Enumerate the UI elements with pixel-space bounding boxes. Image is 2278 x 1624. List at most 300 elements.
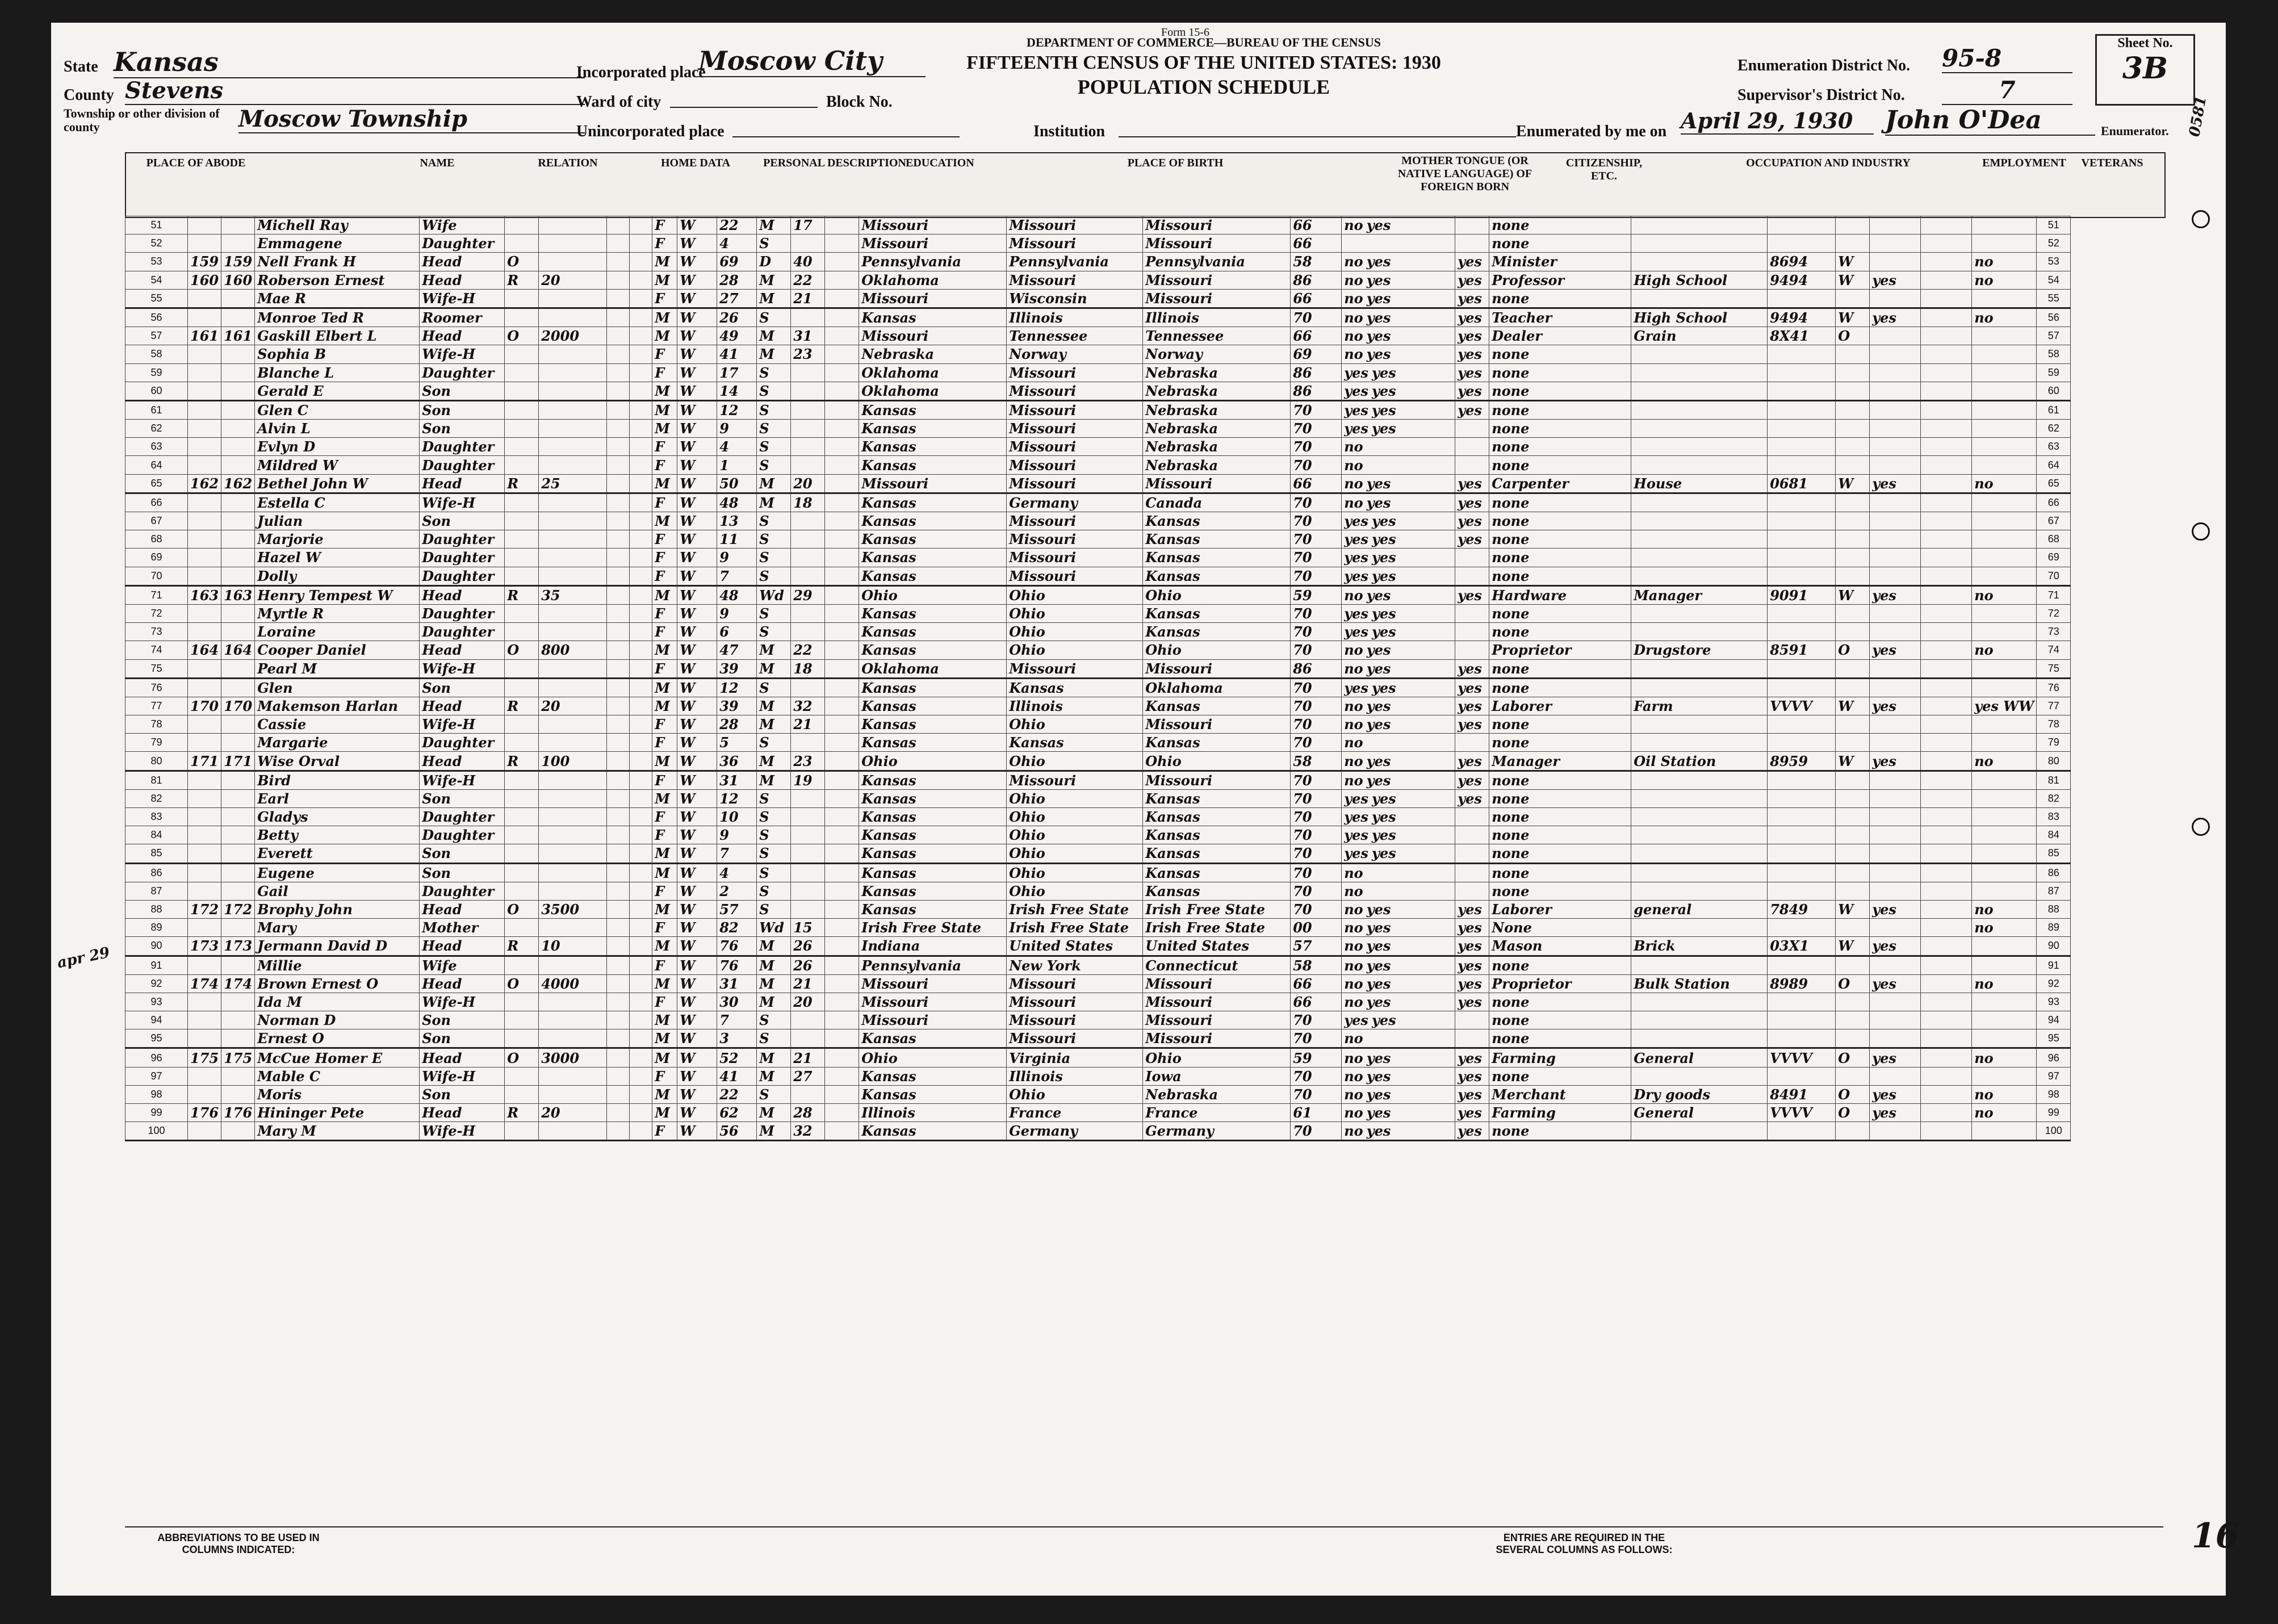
mother-birthplace: Irish Free State (1143, 919, 1291, 937)
relation: Mother (420, 919, 505, 937)
family-number (221, 863, 255, 882)
person-name: Myrtle R (255, 604, 420, 622)
table-cell (1342, 1067, 1455, 1085)
employed (1870, 549, 1921, 567)
father-birthplace: Missouri (1007, 420, 1143, 438)
veteran (1972, 1011, 2037, 1029)
table-cell (825, 789, 859, 807)
table-cell (1342, 512, 1455, 530)
industry: Grain (1631, 327, 1768, 345)
industry (1631, 1011, 1768, 1029)
table-cell (630, 1067, 652, 1085)
race: W (677, 1011, 717, 1029)
veteran (1972, 1122, 2037, 1141)
left-line-number: 73 (125, 623, 188, 641)
age: 4 (717, 863, 757, 882)
industry (1631, 919, 1768, 937)
veteran (1972, 826, 2037, 844)
sex: M (652, 327, 677, 345)
age: 4 (717, 438, 757, 456)
home-tenure (505, 826, 539, 844)
home-tenure: R (505, 1104, 539, 1122)
attended-school: yes (1344, 827, 1368, 844)
mother-birthplace: Kansas (1143, 623, 1291, 641)
birthplace: Kansas (859, 1122, 1007, 1141)
table-cell (607, 308, 630, 327)
speaks-english (1455, 734, 1489, 752)
age: 14 (717, 382, 757, 400)
dwelling-number (188, 456, 221, 474)
industry: general (1631, 900, 1768, 918)
table-cell (1342, 956, 1455, 974)
home-value (539, 253, 607, 271)
table-cell (1921, 400, 1972, 419)
age-at-marriage (791, 1085, 825, 1103)
father-birthplace: Ohio (1007, 844, 1143, 863)
family-number (221, 623, 255, 641)
home-tenure (505, 789, 539, 807)
occupation: Carpenter (1489, 474, 1631, 493)
birthplace: Missouri (859, 327, 1007, 345)
father-birthplace: Missouri (1007, 363, 1143, 382)
table-cell (630, 438, 652, 456)
table-cell (1921, 549, 1972, 567)
family-number (221, 789, 255, 807)
speaks-english (1455, 235, 1489, 253)
mother-birthplace: Canada (1143, 493, 1291, 512)
age-at-marriage (791, 734, 825, 752)
entries-title: ENTRIES ARE REQUIRED IN THE SEVERAL COLUMNS AS FOLLOWS: (1496, 1532, 1673, 1555)
speaks-english (1455, 882, 1489, 900)
employed (1870, 604, 1921, 622)
employed (1870, 420, 1921, 438)
table-cell (1921, 697, 1972, 715)
left-line-number: 86 (125, 863, 188, 882)
table-cell (1921, 623, 1972, 641)
employed (1870, 216, 1921, 235)
left-line-number: 97 (125, 1067, 188, 1085)
table-cell (1342, 937, 1455, 956)
marital-status: M (757, 752, 791, 771)
race: W (677, 715, 717, 734)
language-code: 70 (1291, 641, 1342, 659)
class-of-worker (1836, 530, 1870, 549)
table-cell (1921, 493, 1972, 512)
industry (1631, 400, 1768, 419)
sex: F (652, 919, 677, 937)
can-read-write: yes (1371, 513, 1396, 530)
left-line-number: 64 (125, 456, 188, 474)
family-number (221, 771, 255, 789)
race: W (677, 734, 717, 752)
left-line-number: 94 (125, 1011, 188, 1029)
can-read-write: yes (1371, 809, 1396, 826)
table-cell (607, 363, 630, 382)
table-cell (1342, 919, 1455, 937)
mother-birthplace: United States (1143, 937, 1291, 956)
relation: Wife-H (420, 345, 505, 363)
language-code: 70 (1291, 789, 1342, 807)
speaks-english: yes (1455, 493, 1489, 512)
race: W (677, 808, 717, 826)
mother-birthplace: Ohio (1143, 641, 1291, 659)
language-code: 66 (1291, 289, 1342, 308)
attended-school: no (1344, 346, 1363, 363)
table-row (125, 863, 2071, 882)
mother-birthplace: Kansas (1143, 734, 1291, 752)
race: W (677, 956, 717, 974)
binding-hole-top (2192, 210, 2210, 228)
table-cell (1342, 585, 1455, 604)
dwelling-number: 163 (188, 585, 221, 604)
father-birthplace: Missouri (1007, 474, 1143, 493)
table-cell (825, 585, 859, 604)
language-code: 66 (1291, 235, 1342, 253)
class-of-worker (1836, 289, 1870, 308)
birthplace: Kansas (859, 734, 1007, 752)
table-row (125, 641, 2071, 659)
father-birthplace: Missouri (1007, 567, 1143, 585)
can-read-write: yes (1366, 642, 1391, 659)
table-cell (1921, 937, 1972, 956)
enumerated-label: Enumerated by me on (1516, 123, 1667, 140)
race: W (677, 512, 717, 530)
class-of-worker (1836, 345, 1870, 363)
veteran (1972, 512, 2037, 530)
sex: F (652, 604, 677, 622)
dwelling-number (188, 956, 221, 974)
mother-birthplace: Ohio (1143, 752, 1291, 771)
table-cell (607, 844, 630, 863)
person-name: Dolly (255, 567, 420, 585)
class-of-worker: W (1836, 308, 1870, 327)
occupation: none (1489, 567, 1631, 585)
table-cell (1921, 826, 1972, 844)
mother-birthplace: Kansas (1143, 697, 1291, 715)
table-cell (630, 993, 652, 1011)
left-line-number: 61 (125, 400, 188, 419)
home-value (539, 493, 607, 512)
table-cell (1921, 308, 1972, 327)
birthplace: Missouri (859, 216, 1007, 235)
employed (1870, 826, 1921, 844)
left-line-number: 87 (125, 882, 188, 900)
dwelling-number (188, 567, 221, 585)
left-line-number: 68 (125, 530, 188, 549)
left-line-number: 65 (125, 474, 188, 493)
can-read-write: yes (1366, 993, 1391, 1010)
family-number: 162 (221, 474, 255, 493)
class-of-worker (1836, 400, 1870, 419)
table-cell (630, 808, 652, 826)
table-cell (607, 956, 630, 974)
sex: F (652, 216, 677, 235)
marital-status: M (757, 1048, 791, 1067)
age-at-marriage (791, 549, 825, 567)
industry (1631, 863, 1768, 882)
birthplace: Kansas (859, 420, 1007, 438)
relation: Head (420, 641, 505, 659)
occupation: Laborer (1489, 900, 1631, 918)
table-cell (1342, 863, 1455, 882)
home-value (539, 808, 607, 826)
table-cell (607, 863, 630, 882)
attended-school: no (1344, 271, 1363, 288)
employed: yes (1870, 641, 1921, 659)
birthplace: Kansas (859, 438, 1007, 456)
mother-birthplace: Missouri (1143, 1029, 1291, 1048)
table-cell (1342, 641, 1455, 659)
veteran: no (1972, 641, 2037, 659)
table-cell (1342, 808, 1455, 826)
table-cell (1921, 771, 1972, 789)
birthplace: Ohio (859, 1048, 1007, 1067)
home-value (539, 1029, 607, 1048)
employed: yes (1870, 1048, 1921, 1067)
employed: yes (1870, 752, 1921, 771)
age: 57 (717, 900, 757, 918)
left-line-number: 79 (125, 734, 188, 752)
table-cell (1342, 1122, 1455, 1141)
group-employment: EMPLOYMENT (1982, 157, 2066, 169)
race: W (677, 919, 717, 937)
home-tenure: O (505, 253, 539, 271)
employed (1870, 235, 1921, 253)
marital-status: S (757, 438, 791, 456)
sheet-box (2095, 34, 2195, 106)
dwelling-number (188, 1029, 221, 1048)
mother-birthplace: Connecticut (1143, 956, 1291, 974)
dwelling-number (188, 844, 221, 863)
dwelling-number (188, 659, 221, 678)
table-cell (1921, 882, 1972, 900)
industry (1631, 882, 1768, 900)
occupation: none (1489, 826, 1631, 844)
family-number (221, 1029, 255, 1048)
occupation-code (1768, 715, 1836, 734)
veteran (1972, 235, 2037, 253)
occupation: none (1489, 400, 1631, 419)
occupation: Dealer (1489, 327, 1631, 345)
state-label: State (64, 58, 98, 76)
age-at-marriage (791, 530, 825, 549)
table-cell (607, 1067, 630, 1085)
line-number: 97 (2037, 1067, 2071, 1085)
table-cell (1921, 808, 1972, 826)
occupation-code (1768, 1122, 1836, 1141)
table-row (125, 919, 2071, 937)
family-number (221, 882, 255, 900)
table-cell (607, 585, 630, 604)
relation: Wife-H (420, 289, 505, 308)
veteran: no (1972, 585, 2037, 604)
industry: General (1631, 1104, 1768, 1122)
table-cell (630, 216, 652, 235)
dwelling-number (188, 919, 221, 937)
speaks-english (1455, 1029, 1489, 1048)
language-code: 70 (1291, 456, 1342, 474)
family-number (221, 512, 255, 530)
can-read-write: yes (1366, 253, 1391, 270)
person-name: Mable C (255, 1067, 420, 1085)
table-cell (607, 974, 630, 993)
class-of-worker (1836, 235, 1870, 253)
age-at-marriage: 20 (791, 993, 825, 1011)
age-at-marriage: 32 (791, 1122, 825, 1141)
group-occupation: OCCUPATION AND INDUSTRY (1746, 157, 1911, 169)
left-line-number: 84 (125, 826, 188, 844)
class-of-worker (1836, 659, 1870, 678)
table-row (125, 808, 2071, 826)
attended-school: no (1344, 697, 1363, 714)
mother-birthplace: Kansas (1143, 512, 1291, 530)
occupation-code (1768, 771, 1836, 789)
occupation: Hardware (1489, 585, 1631, 604)
table-cell (1921, 474, 1972, 493)
person-name: Nell Frank H (255, 253, 420, 271)
age: 10 (717, 808, 757, 826)
sex: F (652, 493, 677, 512)
mother-birthplace: Ohio (1143, 1048, 1291, 1067)
table-cell (825, 1029, 859, 1048)
race: W (677, 974, 717, 993)
dwelling-number: 174 (188, 974, 221, 993)
left-line-number: 70 (125, 567, 188, 585)
attended-school: no (1344, 772, 1363, 789)
table-cell (1921, 271, 1972, 289)
occupation: none (1489, 549, 1631, 567)
home-tenure: O (505, 327, 539, 345)
speaks-english (1455, 1011, 1489, 1029)
home-tenure (505, 1122, 539, 1141)
sex: F (652, 993, 677, 1011)
line-number: 74 (2037, 641, 2071, 659)
relation: Son (420, 420, 505, 438)
can-read-write: yes (1366, 937, 1391, 955)
mother-birthplace: Missouri (1143, 235, 1291, 253)
sex: M (652, 789, 677, 807)
left-line-number: 51 (125, 216, 188, 235)
attended-school: no (1344, 642, 1363, 659)
family-number (221, 734, 255, 752)
speaks-english (1455, 808, 1489, 826)
sex: F (652, 1067, 677, 1085)
relation: Wife-H (420, 993, 505, 1011)
home-value: 20 (539, 271, 607, 289)
age: 76 (717, 956, 757, 974)
left-line-number: 99 (125, 1104, 188, 1122)
race: W (677, 400, 717, 419)
age-at-marriage (791, 678, 825, 697)
home-value (539, 363, 607, 382)
marital-status: M (757, 271, 791, 289)
dwelling-number (188, 678, 221, 697)
occupation: none (1489, 659, 1631, 678)
age: 69 (717, 253, 757, 271)
veteran: no (1972, 474, 2037, 493)
mother-birthplace: Nebraska (1143, 420, 1291, 438)
language-code: 70 (1291, 400, 1342, 419)
language-code: 70 (1291, 697, 1342, 715)
table-cell (630, 530, 652, 549)
table-cell (607, 235, 630, 253)
industry (1631, 567, 1768, 585)
table-cell (607, 808, 630, 826)
age-at-marriage (791, 1029, 825, 1048)
sex: M (652, 1048, 677, 1067)
home-value: 800 (539, 641, 607, 659)
speaks-english: yes (1455, 1085, 1489, 1103)
relation: Head (420, 937, 505, 956)
line-number: 73 (2037, 623, 2071, 641)
veteran (1972, 678, 2037, 697)
father-birthplace: Ohio (1007, 808, 1143, 826)
mother-birthplace: Nebraska (1143, 456, 1291, 474)
attended-school: no (1344, 901, 1363, 918)
age: 36 (717, 752, 757, 771)
class-of-worker (1836, 734, 1870, 752)
table-cell (630, 345, 652, 363)
person-name: Cooper Daniel (255, 641, 420, 659)
table-cell (825, 567, 859, 585)
line-number: 58 (2037, 345, 2071, 363)
table-row (125, 974, 2071, 993)
language-code: 70 (1291, 844, 1342, 863)
dwelling-number (188, 235, 221, 253)
home-tenure: R (505, 697, 539, 715)
line-number: 53 (2037, 253, 2071, 271)
table-cell (825, 1085, 859, 1103)
age: 30 (717, 993, 757, 1011)
township-value: Moscow Township (238, 106, 585, 133)
class-of-worker (1836, 993, 1870, 1011)
table-cell (607, 919, 630, 937)
home-value (539, 345, 607, 363)
table-row (125, 567, 2071, 585)
employed (1870, 345, 1921, 363)
family-number (221, 456, 255, 474)
attended-school: no (1344, 253, 1363, 270)
line-number: 91 (2037, 956, 2071, 974)
language-code: 70 (1291, 771, 1342, 789)
employed: yes (1870, 937, 1921, 956)
table-cell (1342, 420, 1455, 438)
table-cell (1921, 512, 1972, 530)
table-cell (607, 937, 630, 956)
line-number: 87 (2037, 882, 2071, 900)
occupation-code (1768, 1067, 1836, 1085)
language-code: 70 (1291, 1122, 1342, 1141)
speaks-english (1455, 567, 1489, 585)
age-at-marriage: 21 (791, 289, 825, 308)
mother-birthplace: Missouri (1143, 271, 1291, 289)
occupation-code (1768, 678, 1836, 697)
birthplace: Kansas (859, 771, 1007, 789)
birthplace: Missouri (859, 235, 1007, 253)
table-row (125, 235, 2071, 253)
veteran (1972, 456, 2037, 474)
can-read-write: yes (1371, 567, 1396, 584)
dwelling-number (188, 604, 221, 622)
home-tenure: O (505, 900, 539, 918)
table-row (125, 678, 2071, 697)
group-home-data: HOME DATA (660, 157, 731, 169)
attended-school: no (1344, 475, 1363, 492)
sex: M (652, 678, 677, 697)
father-birthplace: Missouri (1007, 216, 1143, 235)
home-value (539, 1067, 607, 1085)
table-cell (1342, 438, 1455, 456)
